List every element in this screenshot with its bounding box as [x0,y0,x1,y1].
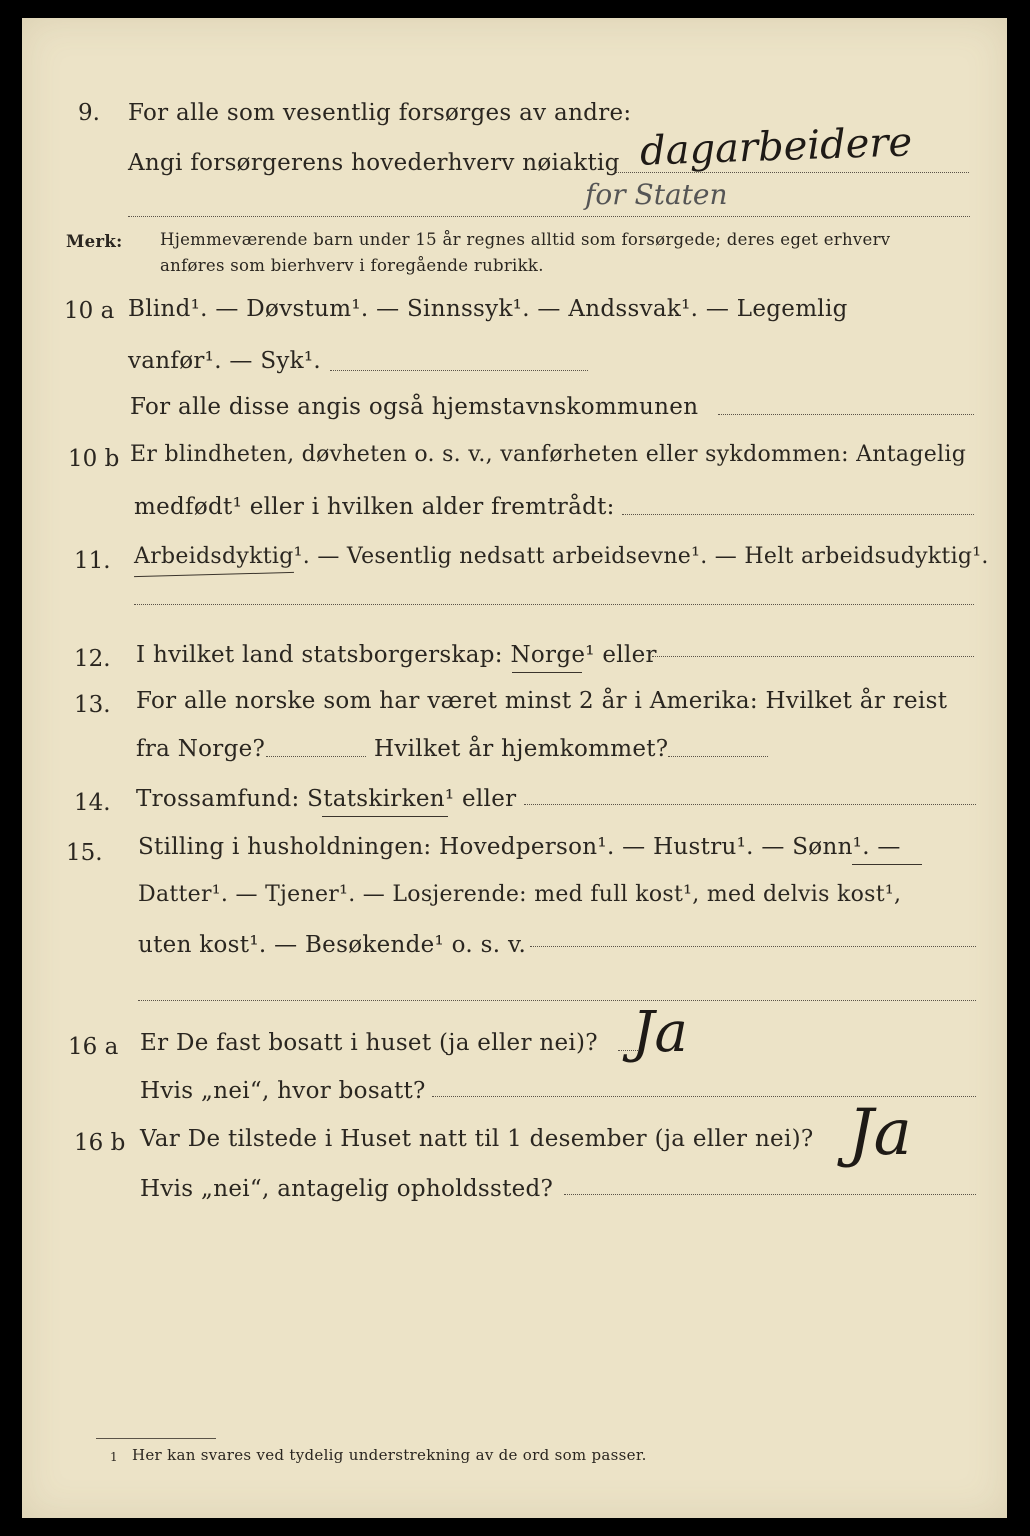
q10a-hjemstavn-line [718,414,974,415]
q12-underline-norge [512,672,582,673]
merk-line1: Hjemmeværende barn under 15 år regnes alltid som forsørgede; deres eget erhverv [160,230,891,249]
merk-label: Merk: [66,232,123,251]
q9-line1: For alle som vesentlig forsørges av andre: [128,100,632,126]
q9-handwritten-answer-1: dagarbeidere [639,119,913,175]
q12-answer-line [652,656,974,657]
q14-number: 14. [74,790,111,816]
q16b-number: 16 b [74,1130,126,1156]
q13-hjemkommet-line [668,756,768,757]
q15-line1: Stilling i husholdningen: Hovedperson¹. — Hustru¹. — Sønn¹. — [138,834,901,860]
q12-number: 12. [74,646,111,672]
q11-number: 11. [74,548,111,574]
q14-line1: Trossamfund: Statskirken¹ eller [136,786,517,812]
footnote-text: Her kan svares ved tydelig understrekning av de ord som passer. [132,1446,647,1464]
q10a-number: 10 a [64,298,115,324]
q14-answer-line [524,804,976,805]
q9-number: 9. [78,100,100,126]
q10a-answer-line [330,370,588,371]
q15-underline-sonn [852,864,922,865]
q12-line1: I hvilket land statsborgerskap: Norge¹ eller [136,642,657,668]
q11-answer-line [134,604,974,605]
q16a-line2: Hvis „nei“, hvor bosatt? [140,1078,426,1104]
q13-line1: For alle norske som har været minst 2 år i Amerika: Hvilket år reist [136,688,948,714]
q15-extra-line [138,1000,976,1001]
q15-line2: Datter¹. — Tjener¹. — Losjerende: med full kost¹, med delvis kost¹, [138,882,902,907]
footnote-mark: 1 [110,1450,118,1464]
footnote-rule [96,1438,216,1439]
q10a-line1: Blind¹. — Døvstum¹. — Sinnssyk¹. — Andssvak¹. — Legemlig [128,296,848,322]
q16b-line1: Var De tilstede i Huset natt til 1 desember (ja eller nei)? [140,1126,814,1152]
q10b-answer-line [622,514,974,515]
q16b-handwritten-answer: Ja [848,1096,912,1170]
q13-number: 13. [74,692,111,718]
q13-line2b: Hvilket år hjemkommet? [374,736,669,762]
q11-line1: Arbeidsdyktig¹. — Vesentlig nedsatt arbeidsevne¹. — Helt arbeidsudyktig¹. [134,544,989,569]
q16b-line2: Hvis „nei“, antagelig opholdssted? [140,1176,554,1202]
q10a-line2: vanfør¹. — Syk¹. [128,348,322,374]
merk-line2: anføres som bierhverv i foregående rubrikk. [160,256,544,275]
q10b-number: 10 b [68,446,120,472]
q14-underline-statskirken [322,816,448,817]
q16b-opholdssted-line [564,1194,976,1195]
q9-line2: Angi forsørgerens hovederhverv nøiaktig [128,150,620,176]
q13-reist-line [266,756,366,757]
q16a-handwritten-answer: Ja [632,1000,688,1065]
q9-answer-line2 [128,216,970,217]
q15-line3: uten kost¹. — Besøkende¹ o. s. v. [138,932,527,958]
q10a-line3: For alle disse angis også hjemstavnskommunen [130,394,699,420]
q13-line2a: fra Norge? [136,736,266,762]
q10b-line1: Er blindheten, døvheten o. s. v., vanførheten eller sykdommen: Antagelig [130,442,967,467]
q10b-line2: medfødt¹ eller i hvilken alder fremtrådt: [134,494,615,520]
q15-answer-line [530,946,976,947]
q16a-line1: Er De fast bosatt i huset (ja eller nei)? [140,1030,598,1056]
q9-handwritten-answer-2: for Staten [585,178,728,211]
q15-number: 15. [66,840,103,866]
q16a-number: 16 a [68,1034,119,1060]
